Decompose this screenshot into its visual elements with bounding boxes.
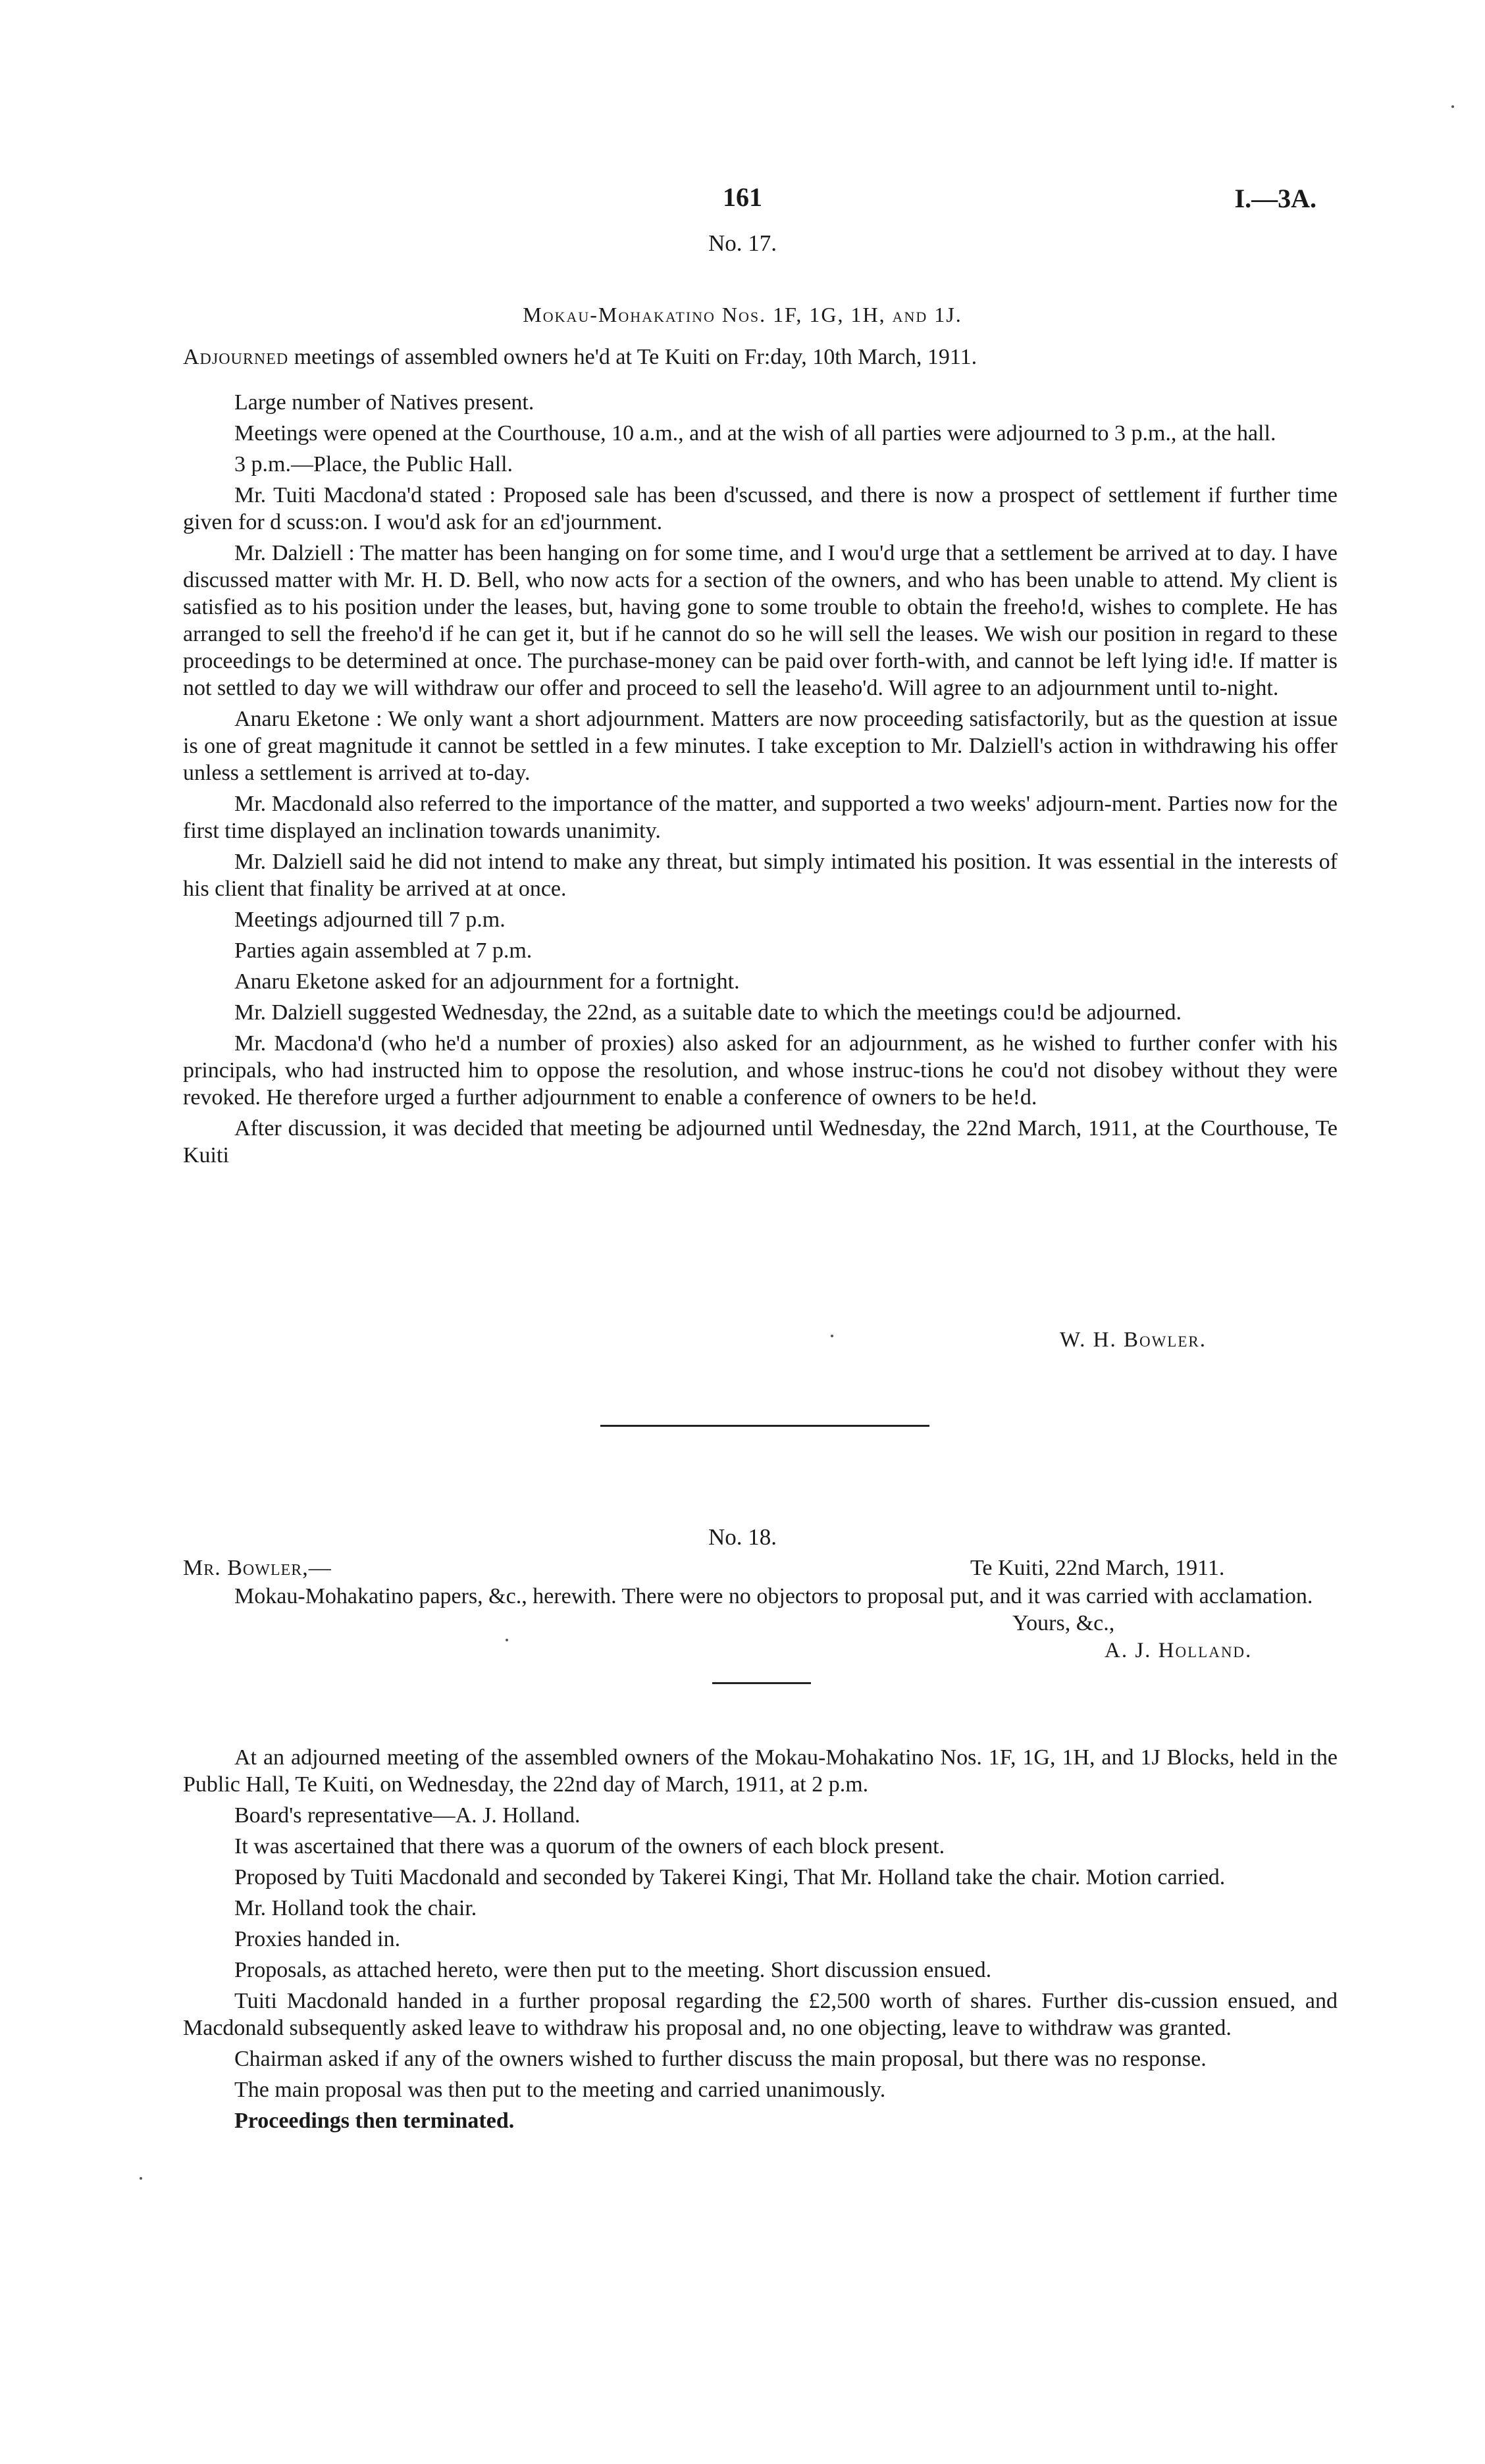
scan-speck: [506, 1639, 508, 1641]
scan-speck: [1451, 105, 1454, 108]
document-17-signature: W. H. Bowler.: [1060, 1328, 1207, 1352]
paragraph: Board's representative—A. J. Holland.: [234, 1803, 581, 1828]
paragraph: Mr. Macdonald also referred to the importance of the matter, and supported a two weeks' adjourn-ment. Parties now for the first time displayed an inclination towards unanimity.: [183, 792, 1338, 843]
document-18-signature: A. J. Holland.: [1105, 1639, 1253, 1662]
paragraph: 3 p.m.—Place, the Public Hall.: [234, 452, 513, 476]
paragraph: Anaru Eketone asked for an adjournment for a fortnight.: [234, 969, 740, 994]
paragraph: Mr. Tuiti Macdona'd stated : Proposed sale has been d'scussed, and there is now a prospect of settlement if further time given for d scuss:on. I wou'd ask for an εd'journment.: [183, 483, 1338, 534]
paragraph: Proposed by Tuiti Macdonald and seconded by Takerei Kingi, That Mr. Holland take the chair. Motion carried.: [234, 1865, 1226, 1889]
paragraph: It was ascertained that there was a quorum of the owners of each block present.: [234, 1834, 945, 1859]
document-17-title: Mokau-Mohakatino Nos. 1F, 1G, 1H, and 1J.: [523, 303, 962, 326]
salutation: Mr. Bowler,—: [183, 1556, 332, 1580]
paper-reference: I.—3A.: [1234, 184, 1316, 213]
paragraph: At an adjourned meeting of the assembled owners of the Mokau-Mohakatino Nos. 1F, 1G, 1H, and 1J Blocks, held in the Public Hall, Te Kuiti, on Wednesday, the 22nd day of March, 1911, at 2 p.m.: [183, 1745, 1338, 1797]
intro-line: [183, 344, 1338, 371]
document-18-number: No. 18.: [708, 1524, 777, 1550]
paragraph: Mr. Dalziell suggested Wednesday, the 22nd, as a suitable date to which the meetings cou!d be adjourned.: [234, 1000, 1182, 1025]
paragraph: Meetings adjourned till 7 p.m.: [234, 908, 506, 932]
paragraph: Mr. Dalziell said he did not intend to make any threat, but simply intimated his position. It was essential in the interests of his client that finality be arrived at at once.: [183, 850, 1338, 901]
paragraph: Large number of Natives present.: [234, 390, 534, 415]
paragraph: Mr. Dalziell : The matter has been hanging on for some time, and I wou'd urge that a settlement be arrived at to day. I have discussed matter with Mr. H. D. Bell, who now acts for a section of the owners, and who has been unable to attend. My client is satisfied as to his position under the leases, but, having gone to some trouble to obtain the freeho!d, wishes to complete. He has arranged to sell the freeho'd if he can get it, but if he cannot do so he will sell the leases. We wish our position in regard to these proceedings to be determined at once. The purchase-money can be paid over forth-with, and cannot be left lying id!e. If matter is not settled to day we will withdraw our offer and proceed to sell the leaseho'd. Will agree to an adjournment until to-night.: [183, 541, 1338, 700]
document-17-number: No. 17.: [708, 230, 777, 256]
document-18-body: [183, 1583, 1338, 1614]
paragraph: Mr. Macdona'd (who he'd a number of proxies) also asked for an adjournment, as he wished to further confer with his principals, who had instructed him to oppose the resolution, and whose instruc-tions he cou'd not disobey without they were revoked. He therefore urged a further adjournment to enable a conference of owners to be he!d.: [183, 1031, 1338, 1110]
scan-speck: [140, 2177, 142, 2180]
page-number: 161: [723, 182, 762, 212]
paragraph: Proxies handed in.: [234, 1927, 401, 1951]
closing: Yours, &c.,: [1012, 1611, 1115, 1635]
minutes-body: [183, 1744, 1338, 2138]
place-date: Te Kuiti, 22nd March, 1911.: [970, 1556, 1225, 1580]
paragraph: Tuiti Macdonald handed in a further proposal regarding the £2,500 worth of shares. Further dis-cussion ensued, and Macdonald subsequently asked leave to withdraw his proposal and, no one objecting, leave to withdraw was granted.: [183, 1989, 1338, 2040]
paragraph: Proceedings then terminated.: [234, 2109, 515, 2133]
scan-speck: [831, 1335, 833, 1337]
paragraph: Chairman asked if any of the owners wished to further discuss the main proposal, but there was no response.: [234, 2047, 1207, 2071]
paragraph: Meetings were opened at the Courthouse, 10 a.m., and at the wish of all parties were adjourned to 3 p.m., at the hall.: [234, 421, 1276, 446]
paragraph: Mr. Holland took the chair.: [234, 1896, 477, 1920]
paragraph: Anaru Eketone : We only want a short adjournment. Matters are now proceeding satisfactorily, but as the question at issue is one of great magnitude it cannot be settled in a few minutes. I take exception to Mr. Dalziell's action in withdrawing his offer unless a settlement is arrived at to-day.: [183, 707, 1338, 785]
letter-body: Mokau-Mohakatino papers, &c., herewith. There were no objectors to proposal put, and it was carried with acclamation.: [234, 1584, 1313, 1608]
section-divider: [600, 1425, 929, 1427]
intro-rest: meetings of assembled owners he'd at Te Kuiti on Fr:day, 10th March, 1911.: [294, 345, 977, 369]
paragraph: After discussion, it was decided that meeting be adjourned until Wednesday, the 22nd March, 1911, at the Courthouse, Te Kuiti: [183, 1116, 1338, 1168]
paragraph: Parties again assembled at 7 p.m.: [234, 938, 533, 963]
paragraph: Proposals, as attached hereto, were then put to the meeting. Short discussion ensued.: [234, 1958, 992, 1982]
document-17-body: [183, 344, 1338, 1173]
paragraph: The main proposal was then put to the meeting and carried unanimously.: [234, 2078, 886, 2102]
short-divider: [712, 1682, 811, 1684]
intro-lead: Adjourned: [183, 345, 289, 369]
